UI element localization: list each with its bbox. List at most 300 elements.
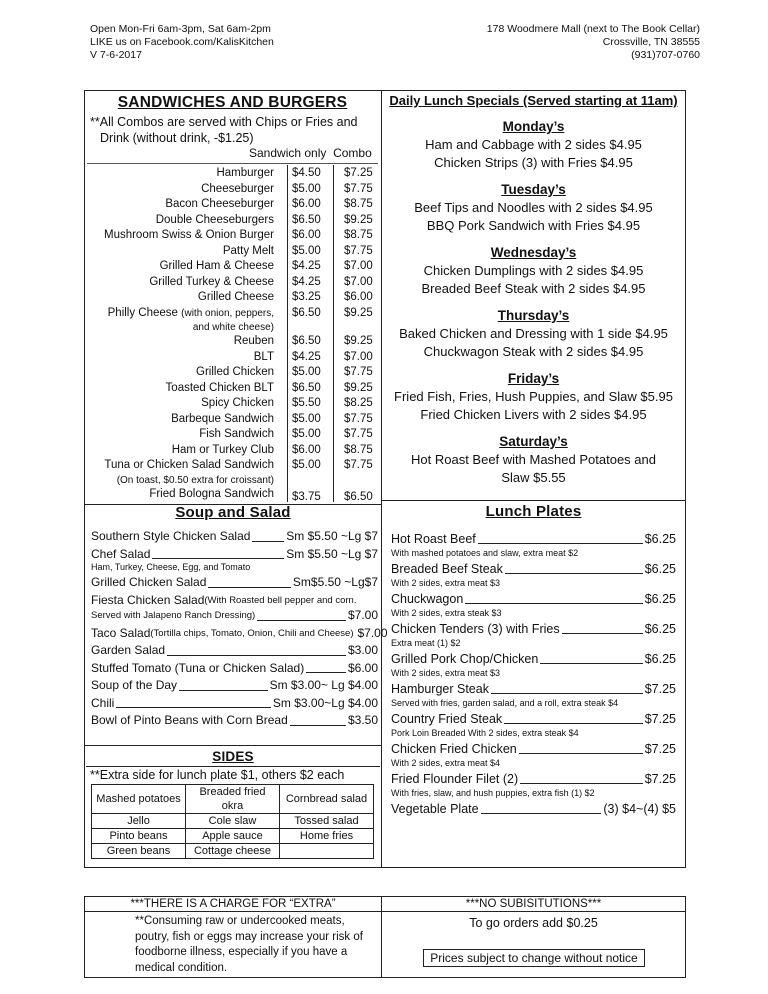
soup-salad-item (91, 678, 378, 694)
lunch-plate-note: With 2 sides, extra meat $3 (391, 578, 501, 588)
sandwich-name-text (94, 259, 274, 275)
special-item: Baked Chicken and Dressing with 1 side $4.95 (399, 326, 668, 341)
soup-salad-name: Garden Salad (91, 643, 166, 657)
price-change-notice: Prices subject to change without notice (423, 949, 645, 967)
soup-salad-name: Stuffed Tomato (Tuna or Chicken Salad) (91, 660, 305, 675)
lunch-plate-price: $7.25 (644, 772, 676, 786)
side-item: Green beans (92, 844, 186, 859)
sandwich-name (94, 443, 288, 459)
sides-title: SIDES (212, 749, 254, 764)
lunch-plate (391, 711, 676, 739)
sandwich-name-label: Cheeseburger (201, 182, 274, 195)
sandwich-row (94, 259, 374, 275)
lunch-plate-note: With fries, slaw, and hush puppies, extra fish (1) $2 (391, 788, 595, 798)
leader-line (491, 693, 643, 694)
side-item: Cole slaw (186, 814, 280, 829)
lunch-plate-price: $6.25 (644, 592, 676, 606)
sandwich-name-text (94, 244, 274, 260)
soup-salad-item (91, 529, 378, 545)
soup-salad-name: Southern Style Chicken Salad (91, 529, 251, 543)
price-sandwich-only: $6.50 (292, 213, 321, 226)
lunch-plates-title: Lunch Plates (485, 503, 582, 520)
price-sandwich-only: $6.50 (292, 335, 321, 347)
side-item: Home fries (280, 829, 374, 844)
special-item: Beef Tips and Noodles with 2 sides $4.95 (414, 200, 653, 215)
no-substitutions-title: ***NO SUBISITUTIONS*** (465, 898, 602, 910)
leader-line (520, 783, 643, 784)
lunch-plate-price: $7.25 (644, 742, 676, 756)
soup-salad-item (91, 696, 378, 712)
sandwich-name-label: Mushroom Swiss & Onion Burger (103, 229, 274, 241)
sandwich-name-text (94, 197, 274, 213)
soup-salad-item (91, 661, 378, 677)
soup-salad-line (91, 713, 378, 729)
sandwich-name-text (94, 228, 274, 244)
sandwich-name (94, 350, 288, 366)
price-sandwich-only: $4.50 (292, 167, 321, 179)
lunch-plate-name: Vegetable Plate (391, 802, 479, 816)
sandwich-name-text (94, 396, 274, 412)
warning-line-4: medical condition. (135, 961, 228, 974)
price-sandwich-only: $6.50 (292, 381, 321, 394)
leader-line (465, 603, 642, 604)
sandwich-row (94, 244, 374, 260)
soup-salad-price: $3.50 (347, 713, 378, 727)
leader-line (252, 541, 284, 542)
daily-special (383, 370, 684, 424)
soup-salad-line (91, 593, 378, 609)
sandwich-name-text (94, 350, 274, 366)
lunch-plate-name: Chicken Tenders (3) with Fries (391, 622, 560, 636)
soup-salad-line (91, 625, 388, 642)
sides-note: **Extra side for lunch plate $1, others $2 each (90, 768, 345, 782)
warning-line-1: **Consuming raw or undercooked meats, (135, 915, 345, 927)
price-sandwich-only: $4.25 (292, 275, 321, 288)
soup-salad-line (91, 547, 378, 563)
lunch-plate-price: (3) $4~(4) $5 (603, 802, 676, 816)
sandwich-name (94, 381, 288, 397)
soup-salad-title: Soup and Salad (175, 504, 291, 521)
soup-salad-price: Sm$5.50 ~Lg$7 (292, 575, 378, 589)
price-sandwich-only: $4.25 (292, 350, 321, 363)
lunch-plate-note: With 2 sides, extra meat $4 (391, 758, 501, 768)
daily-specials-list (383, 118, 684, 487)
soup-salad-list (88, 529, 388, 729)
price-sandwich-only: $6.00 (292, 198, 321, 210)
lunch-plate-price: $6.25 (644, 532, 676, 546)
sandwich-name (94, 166, 288, 182)
lunch-plate-name: Chuckwagon (391, 592, 464, 606)
lunch-plate-line (391, 561, 676, 577)
price-sandwich-only: $5.00 (292, 182, 321, 195)
sandwiches-section (86, 94, 379, 161)
sandwich-name-sub: (On toast, $0.50 extra for croissant) (116, 474, 274, 486)
sandwich-row (94, 213, 374, 229)
price-combo: $7.75 (344, 459, 373, 471)
sandwich-name-text (94, 275, 274, 291)
soup-salad-price: $7.00 (357, 625, 388, 640)
sandwich-name-label: BLT (253, 350, 274, 363)
soup-salad-price: Sm $3.00~ Lg $4.00 (269, 678, 378, 692)
footer-divider (381, 896, 382, 978)
lunch-plate (391, 651, 676, 679)
lunch-plate-line (391, 801, 676, 817)
price-sandwich-only: $5.00 (292, 428, 321, 440)
sandwich-name-text (94, 381, 274, 397)
soup-salad-desc: Served with Jalapeno Ranch Dressing) (91, 610, 256, 621)
sandwich-name (94, 427, 288, 443)
combo-note-line-1: **All Combos are served with Chips or Fries and (90, 115, 358, 129)
price-combo: $7.75 (344, 428, 373, 440)
soup-salad-name: Bowl of Pinto Beans with Corn Bread (91, 713, 288, 727)
sandwich-name-label: Philly Cheese (107, 306, 178, 319)
sandwich-name-label: Grilled Cheese (197, 291, 274, 303)
phone-number: (931)707-0760 (631, 49, 700, 61)
side-item (280, 844, 374, 859)
sandwich-name-sub: (with onion, peppers, (181, 307, 274, 319)
sandwich-row (94, 334, 374, 350)
lunch-plate-name: Chicken Fried Chicken (391, 742, 517, 756)
soup-salad-name: Fiesta Chicken Salad (91, 592, 205, 607)
sandwich-name-text (94, 443, 274, 459)
sandwich-row (94, 458, 374, 487)
soup-salad-item (91, 625, 388, 642)
special-item: Breaded Beef Steak with 2 sides $4.95 (421, 281, 646, 296)
sides-section (86, 748, 380, 859)
lunch-plate-note: Pork Loin Breaded With 2 sides, extra steak $4 (391, 728, 579, 738)
col-combo: Combo (333, 146, 372, 160)
lunch-plate-price: $6.25 (644, 622, 676, 636)
soup-salad-item (91, 575, 378, 591)
sandwich-name (94, 275, 288, 291)
soup-salad-item (91, 593, 378, 624)
lunch-plate (391, 741, 676, 769)
leader-line (179, 690, 268, 691)
lunch-plate-note: With mashed potatoes and slaw, extra meat $2 (391, 548, 579, 558)
lunch-plate-name: Country Fried Steak (391, 712, 503, 726)
lunch-plate-line (391, 771, 676, 787)
side-item: Cottage cheese (186, 844, 280, 859)
lunch-plate (391, 681, 676, 709)
soup-salad-line (91, 529, 378, 545)
side-item: Jello (92, 814, 186, 829)
lunch-plate-price: $7.25 (644, 682, 676, 696)
sandwich-price-table (94, 166, 374, 505)
soup-salad-line (91, 696, 378, 712)
extra-charge-title: ***THERE IS A CHARGE FOR “EXTRA” (130, 898, 336, 910)
sandwich-column-headers (86, 146, 379, 161)
special-item: Hot Roast Beef with Mashed Potatoes and (411, 452, 656, 467)
soup-salad-price: Sm $3.00~Lg $4.00 (272, 695, 378, 710)
leader-line (478, 543, 643, 544)
lunch-plate-name: Grilled Pork Chop/Chicken (391, 652, 539, 666)
sandwich-name (94, 244, 288, 260)
sandwich-name-text (94, 334, 274, 350)
soup-salad-line (91, 678, 378, 694)
facebook-link: LIKE us on Facebook.com/KalisKitchen (90, 36, 274, 48)
soup-salad-item (91, 643, 378, 659)
sandwich-name (94, 458, 288, 487)
side-item: Pinto beans (92, 829, 186, 844)
sandwich-name-label: Bacon Cheeseburger (165, 198, 274, 210)
lunch-plate-price: $6.25 (644, 652, 676, 666)
lunch-plate-name: Hot Roast Beef (391, 532, 476, 546)
sandwich-name (94, 365, 288, 381)
sandwich-row (94, 290, 374, 306)
leader-line (167, 655, 346, 656)
sides-title-rule (86, 766, 380, 767)
sandwich-name-text (94, 213, 274, 229)
sandwich-name-label: Reuben (233, 335, 274, 347)
lunch-plate-price: $6.25 (644, 562, 676, 576)
sandwich-name-label: Ham or Turkey Club (171, 443, 274, 456)
price-combo: $9.25 (344, 306, 373, 319)
version-label: V 7-6-2017 (90, 49, 142, 61)
sides-row (92, 844, 374, 859)
special-item: Slaw $5.55 (501, 470, 566, 485)
daily-special (383, 244, 684, 298)
side-item: Cornbread salad (280, 785, 374, 814)
price-combo: $8.25 (344, 397, 373, 409)
leader-line (519, 753, 643, 754)
special-item: Chuckwagon Steak with 2 sides $4.95 (423, 344, 644, 359)
lunch-plate-line (391, 681, 676, 697)
day-title: Saturday’s (499, 434, 568, 449)
lunch-plate (391, 531, 676, 559)
soup-salad-name: Soup of the Day (91, 678, 178, 692)
soup-salad-name: Grilled Chicken Salad (91, 575, 207, 589)
leader-line (306, 672, 346, 673)
special-item: Chicken Strips (3) with Fries $4.95 (434, 155, 633, 170)
leader-line (481, 813, 602, 814)
lunch-plate-name: Breaded Beef Steak (391, 562, 503, 576)
warning-line-3: foodborne illness, especially if you have a (135, 946, 348, 958)
leader-line (540, 663, 642, 664)
day-title: Tuesday’s (501, 182, 566, 197)
sandwich-name-label: Tuna or Chicken Salad Sandwich (104, 459, 274, 471)
lunch-plate (391, 771, 676, 799)
sandwich-row (94, 350, 374, 366)
leader-line (505, 573, 643, 574)
leader-line (152, 558, 284, 559)
price-combo: $6.50 (344, 490, 373, 503)
sandwich-row (94, 166, 374, 182)
price-sandwich-only: $5.00 (292, 412, 321, 425)
soup-salad-price: $7.00 (347, 608, 378, 622)
sides-divider (84, 745, 381, 746)
soup-salad-item (91, 713, 378, 729)
price-combo: $7.75 (344, 412, 373, 425)
soup-salad-name: Chef Salad (91, 546, 151, 561)
leader-line (562, 633, 643, 634)
sandwich-name (94, 290, 288, 306)
lunch-plate (391, 621, 676, 649)
daily-special (383, 181, 684, 235)
lunch-plate (391, 801, 676, 817)
lunch-plate-line (391, 531, 676, 547)
soup-salad-price: Sm $5.50 ~Lg $7 (286, 529, 378, 543)
price-sandwich-only: $5.00 (292, 244, 321, 257)
sides-row (92, 785, 374, 814)
sandwich-row (94, 182, 374, 198)
lunch-plate-price: $7.25 (644, 712, 676, 726)
price-combo: $6.00 (344, 291, 373, 303)
sandwich-name (94, 306, 288, 335)
sandwich-row (94, 228, 374, 244)
special-item: Fried Fish, Fries, Hush Puppies, and Slaw $5.95 (394, 389, 673, 404)
sandwich-name (94, 182, 288, 198)
day-title: Wednesday’s (490, 245, 577, 260)
side-item: Apple sauce (186, 829, 280, 844)
price-combo: $8.75 (344, 198, 373, 210)
lunch-plate (391, 591, 676, 619)
daily-specials-title: Daily Lunch Specials (Served starting at 11am) (389, 93, 678, 108)
price-sandwich-only: $6.00 (292, 229, 321, 241)
sandwich-name-label: Hamburger (216, 167, 274, 179)
combo-note-line-2: Drink (without drink, -$1.25) (100, 131, 254, 145)
side-item: Tossed salad (280, 814, 374, 829)
special-item: Fried Chicken Livers with 2 sides $4.95 (420, 407, 647, 422)
sandwich-name-text (94, 182, 274, 198)
warning-line-2: poutry, fish or eggs may increase your risk of (135, 930, 363, 943)
address-line-1: 178 Woodmere Mall (next to The Book Cellar) (486, 23, 700, 35)
lunch-plate-line (391, 711, 676, 727)
sides-row (92, 814, 374, 829)
leader-line (208, 587, 291, 588)
lunch-plate (391, 561, 676, 589)
sandwich-name-text (94, 487, 274, 503)
soup-salad-line (91, 643, 378, 659)
sandwich-row (94, 443, 374, 459)
side-item: Breaded fried okra (186, 785, 280, 814)
daily-special (383, 118, 684, 172)
price-combo: $9.25 (344, 335, 373, 347)
price-combo: $7.25 (344, 167, 373, 179)
price-combo: $8.75 (344, 229, 373, 241)
lunch-plate-line (391, 741, 676, 757)
sandwich-name (94, 396, 288, 412)
price-sandwich-only: $5.50 (292, 397, 321, 409)
sides-row (92, 829, 374, 844)
sandwich-name (94, 228, 288, 244)
soup-salad-line (91, 608, 378, 624)
sandwich-row (94, 396, 374, 412)
lunch-plate-note: Extra meat (1) $2 (391, 638, 461, 648)
sandwich-name-label: Toasted Chicken BLT (165, 381, 274, 394)
day-title: Friday’s (507, 371, 560, 386)
soup-salad-section (88, 503, 388, 731)
price-sandwich-only: $3.75 (292, 490, 321, 503)
soup-salad-desc: (With Roasted bell pepper and corn. (204, 594, 357, 606)
sandwich-name-label: Grilled Chicken (196, 366, 274, 378)
sandwich-name-label: Barbeque Sandwich (171, 412, 274, 425)
sandwich-name (94, 259, 288, 275)
sandwich-name (94, 412, 288, 428)
lunch-plate-note: Served with fries, garden salad, and a roll, extra steak $4 (391, 698, 619, 708)
price-sandwich-only: $3.25 (292, 291, 321, 303)
soup-salad-price: Sm $5.50 ~Lg $7 (286, 546, 378, 561)
store-address-block (487, 23, 700, 62)
daily-special (383, 433, 684, 487)
price-sandwich-only: $5.00 (292, 366, 321, 378)
sandwich-name-text (94, 412, 274, 428)
price-combo: $7.00 (344, 350, 373, 363)
soup-salad-name: Chili (91, 695, 115, 710)
footer-header-rule (84, 911, 686, 912)
sandwich-name-text (94, 427, 274, 443)
lunch-plate-name: Hamburger Steak (391, 682, 489, 696)
right-section-divider (381, 500, 686, 501)
soup-salad-note: Ham, Turkey, Cheese, Egg, and Tomato (91, 562, 251, 572)
sandwich-row (94, 275, 374, 291)
store-hours: Open Mon-Fri 6am-3pm, Sat 6am-2pm (90, 23, 271, 35)
to-go-note: To go orders add $0.25 (469, 916, 598, 930)
leader-line (290, 725, 346, 726)
price-combo: $9.25 (344, 213, 373, 226)
store-hours-block (90, 23, 274, 62)
soup-salad-name: Taco Salad (91, 625, 151, 640)
sandwich-row (94, 427, 374, 443)
sandwich-row (94, 412, 374, 428)
leader-line (116, 707, 271, 708)
daily-specials-section (383, 92, 684, 496)
lunch-plate-line (391, 591, 676, 607)
sandwich-name-label: Spicy Chicken (201, 397, 274, 409)
sandwich-name-label: Fish Sandwich (199, 428, 274, 440)
menu-column-divider (381, 90, 382, 868)
soup-salad-line (91, 575, 378, 591)
lunch-plate-line (391, 651, 676, 667)
sandwich-name (94, 197, 288, 213)
sandwich-name (94, 334, 288, 350)
side-item: Mashed potatoes (92, 785, 186, 814)
address-line-2: Crossville, TN 38555 (602, 36, 700, 48)
price-combo: $8.75 (344, 443, 373, 456)
price-combo: $7.75 (344, 366, 373, 378)
leader-line (504, 723, 643, 724)
day-title: Monday’s (502, 119, 565, 134)
combo-note (86, 114, 379, 146)
price-sandwich-only: $5.00 (292, 459, 321, 471)
day-title: Thursday’s (497, 308, 570, 323)
price-combo: $7.00 (344, 260, 373, 272)
soup-salad-line (91, 661, 378, 677)
lunch-plate-line (391, 621, 676, 637)
sandwich-name-text (94, 306, 274, 322)
price-combo: $9.25 (344, 381, 373, 394)
sandwich-name-sub: and white cheese) (192, 322, 274, 333)
special-item: Ham and Cabbage with 2 sides $4.95 (425, 137, 642, 152)
sandwich-name-label: Grilled Ham & Cheese (159, 260, 274, 272)
col-sandwich-only: Sandwich only (249, 146, 327, 160)
sandwich-row (94, 365, 374, 381)
lunch-plates-section (383, 502, 684, 819)
daily-special (383, 307, 684, 361)
soup-salad-item (91, 547, 378, 574)
leader-line (257, 620, 346, 621)
sandwich-name-label: Grilled Turkey & Cheese (149, 275, 274, 288)
sandwich-name-text (94, 458, 274, 474)
lunch-plate-note: With 2 sides, extra steak $3 (391, 608, 502, 618)
sandwich-row (94, 381, 374, 397)
sandwich-name-text (94, 166, 274, 182)
soup-salad-price: $3.00 (347, 643, 378, 657)
soup-salad-price: $6.00 (347, 660, 378, 675)
special-item: BBQ Pork Sandwich with Fries $4.95 (426, 218, 641, 233)
sandwich-name-label: Fried Bologna Sandwich (149, 487, 274, 500)
price-sandwich-only: $4.25 (292, 260, 321, 272)
lunch-plate-name: Fried Flounder Filet (2) (391, 772, 519, 786)
